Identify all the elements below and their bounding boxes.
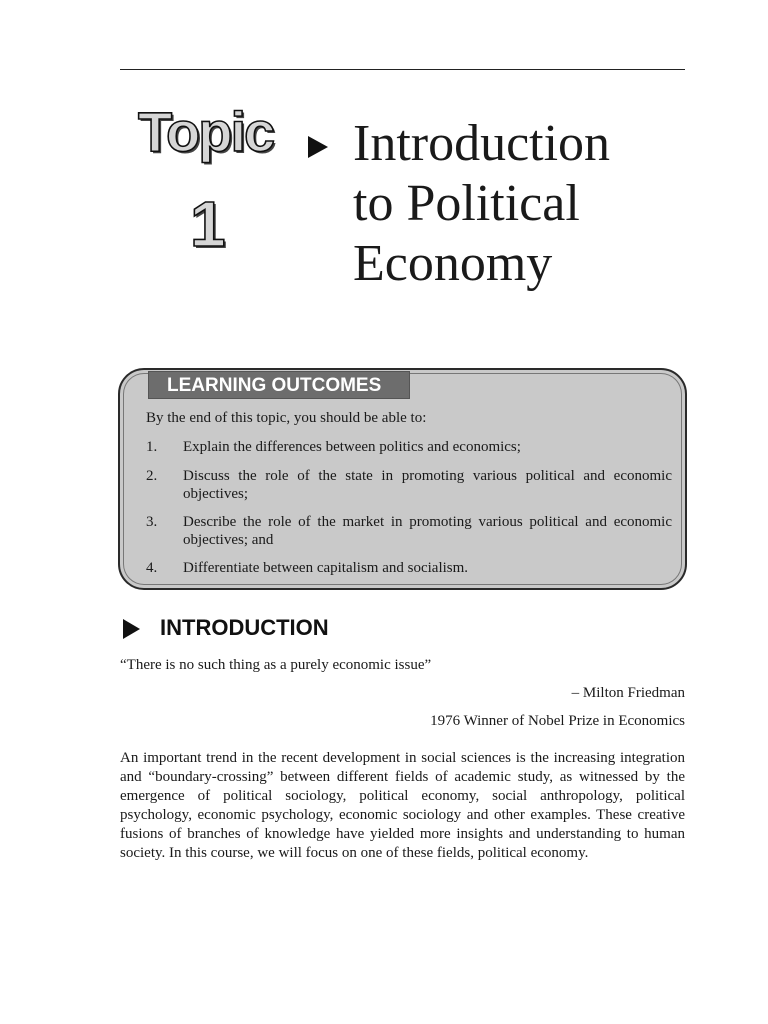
learning-outcomes-intro: By the end of this topic, you should be able to: [146,410,427,426]
topic-number: 1 [190,188,226,260]
learning-outcome-text: Differentiate between capitalism and socialism. [183,560,469,576]
learning-outcomes-header: LEARNING OUTCOMES [148,371,410,399]
learning-outcome-number: 1. [146,439,158,455]
learning-outcome-number: 2. [146,468,158,484]
triangle-right-icon [308,136,328,158]
epigraph-quote: “There is no such thing as a purely economic issue” [120,657,432,673]
learning-outcome-text: Discuss the role of the state in promoting various political and economic objectives; [183,468,672,502]
topic-title: Introduction to Political Economy [353,115,611,292]
section-heading: INTRODUCTION [160,615,329,640]
learning-outcome-item [146,467,672,503]
epigraph-author: – Milton Friedman [571,685,685,701]
topic-label: Topic [138,100,274,163]
learning-outcome-number: 4. [146,560,158,576]
learning-outcome-text: Explain the differences between politics and economics; [183,439,521,455]
triangle-right-icon [123,619,140,639]
body-paragraph: An important trend in the recent development in social sciences is the increasing integration and “boundary-crossing” between different fields of academic study, as witnessed by the emergence of political sociology, political economy, social anthropology, political psychology, economic psychology, economic sociology and other examples. These creative fusions of branches of knowledge have yielded more insights and understanding to human society. In this course, we will focus on one of these fields, political economy. [120,750,685,861]
learning-outcome-item [146,438,672,456]
learning-outcome-item [146,559,672,577]
epigraph-credential: 1976 Winner of Nobel Prize in Economics [430,713,685,729]
learning-outcome-number: 3. [146,514,158,530]
learning-outcome-item [146,513,672,549]
learning-outcome-text: Describe the role of the market in promoting various political and economic objectives; and [183,514,672,548]
header-rule [120,69,685,70]
